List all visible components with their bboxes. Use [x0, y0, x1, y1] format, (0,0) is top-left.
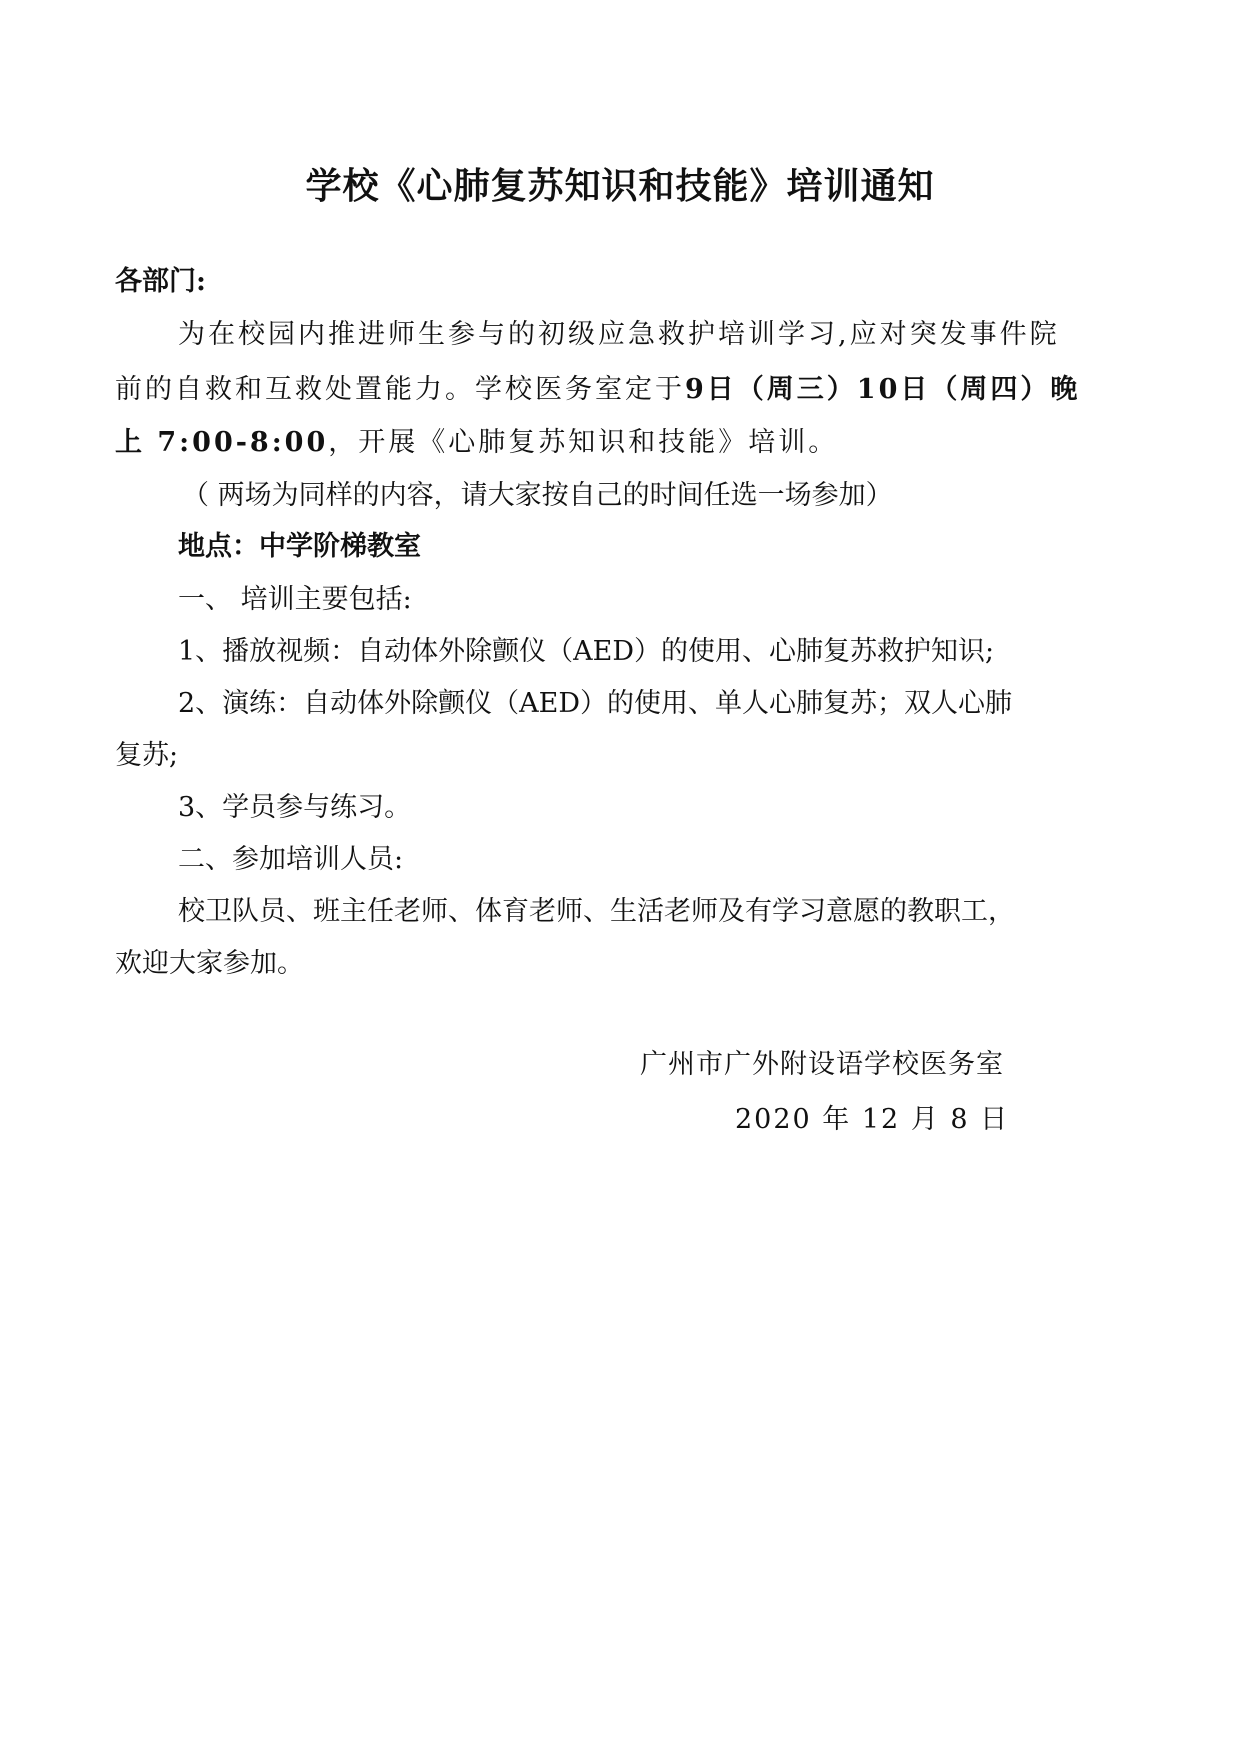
- intro-line-3-text: ，开展《心肺复苏知识和技能》培训。: [328, 427, 839, 458]
- training-time: 上 7:00-8:00: [115, 427, 329, 458]
- section-1-item-2: 2、演练：自动体外除颤仪（AED）的使用、单人心肺复苏；双人心肺: [178, 688, 1013, 719]
- participants-line-1: 校卫队员、班主任老师、体育老师、生活老师及有学习意愿的教职工，: [178, 896, 1015, 927]
- section-1-item-3: 3、学员参与练习。: [178, 792, 412, 823]
- participants-line-2: 欢迎大家参加。: [115, 948, 304, 979]
- page-title: 学校《心肺复苏知识和技能》培训通知: [305, 165, 935, 207]
- signature-date: 2020 年 12 月 8 日: [735, 1104, 1010, 1135]
- intro-line-2-text: 前的自救和互救处置能力。学校医务室定于: [115, 374, 685, 405]
- section-1-item-1: 1、播放视频：自动体外除颤仪（AED）的使用、心肺复苏救护知识;: [178, 636, 995, 667]
- section-1-item-2-continued: 复苏;: [115, 740, 179, 771]
- training-dates: 9日（周三）10日（周四）晚: [685, 374, 1081, 405]
- training-location: 地点：中学阶梯教室: [178, 531, 421, 562]
- section-2-heading: 二、参加培训人员:: [178, 844, 404, 875]
- salutation: 各部门:: [115, 266, 206, 297]
- intro-line-1: 为在校园内推进师生参与的初级应急救护培训学习,应对突发事件院: [178, 319, 1060, 350]
- signature-organization: 广州市广外附设语学校医务室: [640, 1049, 1004, 1080]
- intro-line-3: [115, 423, 838, 463]
- session-note: （ 两场为同样的内容，请大家按自己的时间任选一场参加）: [182, 480, 893, 511]
- section-1-heading: 一、 培训主要包括:: [178, 584, 412, 615]
- intro-line-2: [115, 370, 1080, 410]
